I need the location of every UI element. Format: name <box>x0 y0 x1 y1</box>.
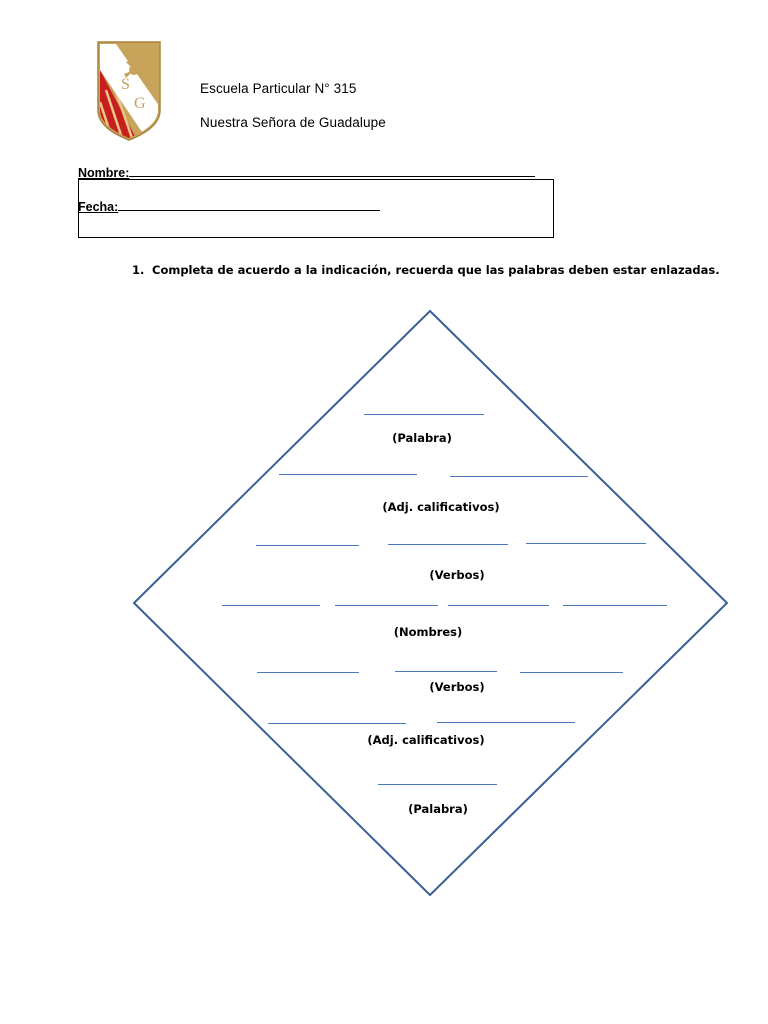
blank-nombres-4[interactable] <box>563 605 667 606</box>
blank-verbos-top-2[interactable] <box>388 544 508 545</box>
label-nombres: (Nombres) <box>393 625 463 639</box>
school-name-line1: Escuela Particular N° 315 <box>200 81 357 96</box>
blank-nombres-3[interactable] <box>448 605 549 606</box>
blank-verbos-top-3[interactable] <box>526 543 646 544</box>
crest-letter-s: S <box>121 76 130 93</box>
crest-letter-g: G <box>134 95 146 112</box>
blank-adj-top-1[interactable] <box>279 474 417 475</box>
blank-nombres-1[interactable] <box>222 605 320 606</box>
blank-palabra-top[interactable] <box>364 414 484 415</box>
label-verbos-bottom: (Verbos) <box>429 680 485 694</box>
instruction-number: 1. <box>132 263 145 277</box>
label-palabra-top: (Palabra) <box>392 431 452 445</box>
instruction-text: Completa de acuerdo a la indicación, recuerda que las palabras deben estar enlazadas. <box>152 263 720 277</box>
blank-palabra-bottom[interactable] <box>378 784 497 785</box>
name-label: Nombre: <box>78 166 130 180</box>
blank-nombres-2[interactable] <box>335 605 438 606</box>
label-adj-top: (Adj. calificativos) <box>382 500 500 514</box>
blank-verbos-bottom-3[interactable] <box>520 672 623 673</box>
blank-verbos-bottom-1[interactable] <box>257 672 359 673</box>
blank-verbos-bottom-2[interactable] <box>395 671 497 672</box>
blank-verbos-top-1[interactable] <box>256 545 359 546</box>
label-adj-bottom: (Adj. calificativos) <box>367 733 485 747</box>
crest-letter-n: N <box>109 58 121 75</box>
school-name-line2: Nuestra Señora de Guadalupe <box>200 115 386 130</box>
blank-adj-bottom-2[interactable] <box>437 722 575 723</box>
blank-adj-top-2[interactable] <box>450 476 588 477</box>
date-label: Fecha: <box>78 200 119 214</box>
label-palabra-bottom: (Palabra) <box>408 802 468 816</box>
label-verbos-top: (Verbos) <box>429 568 485 582</box>
blank-adj-bottom-1[interactable] <box>268 723 406 724</box>
